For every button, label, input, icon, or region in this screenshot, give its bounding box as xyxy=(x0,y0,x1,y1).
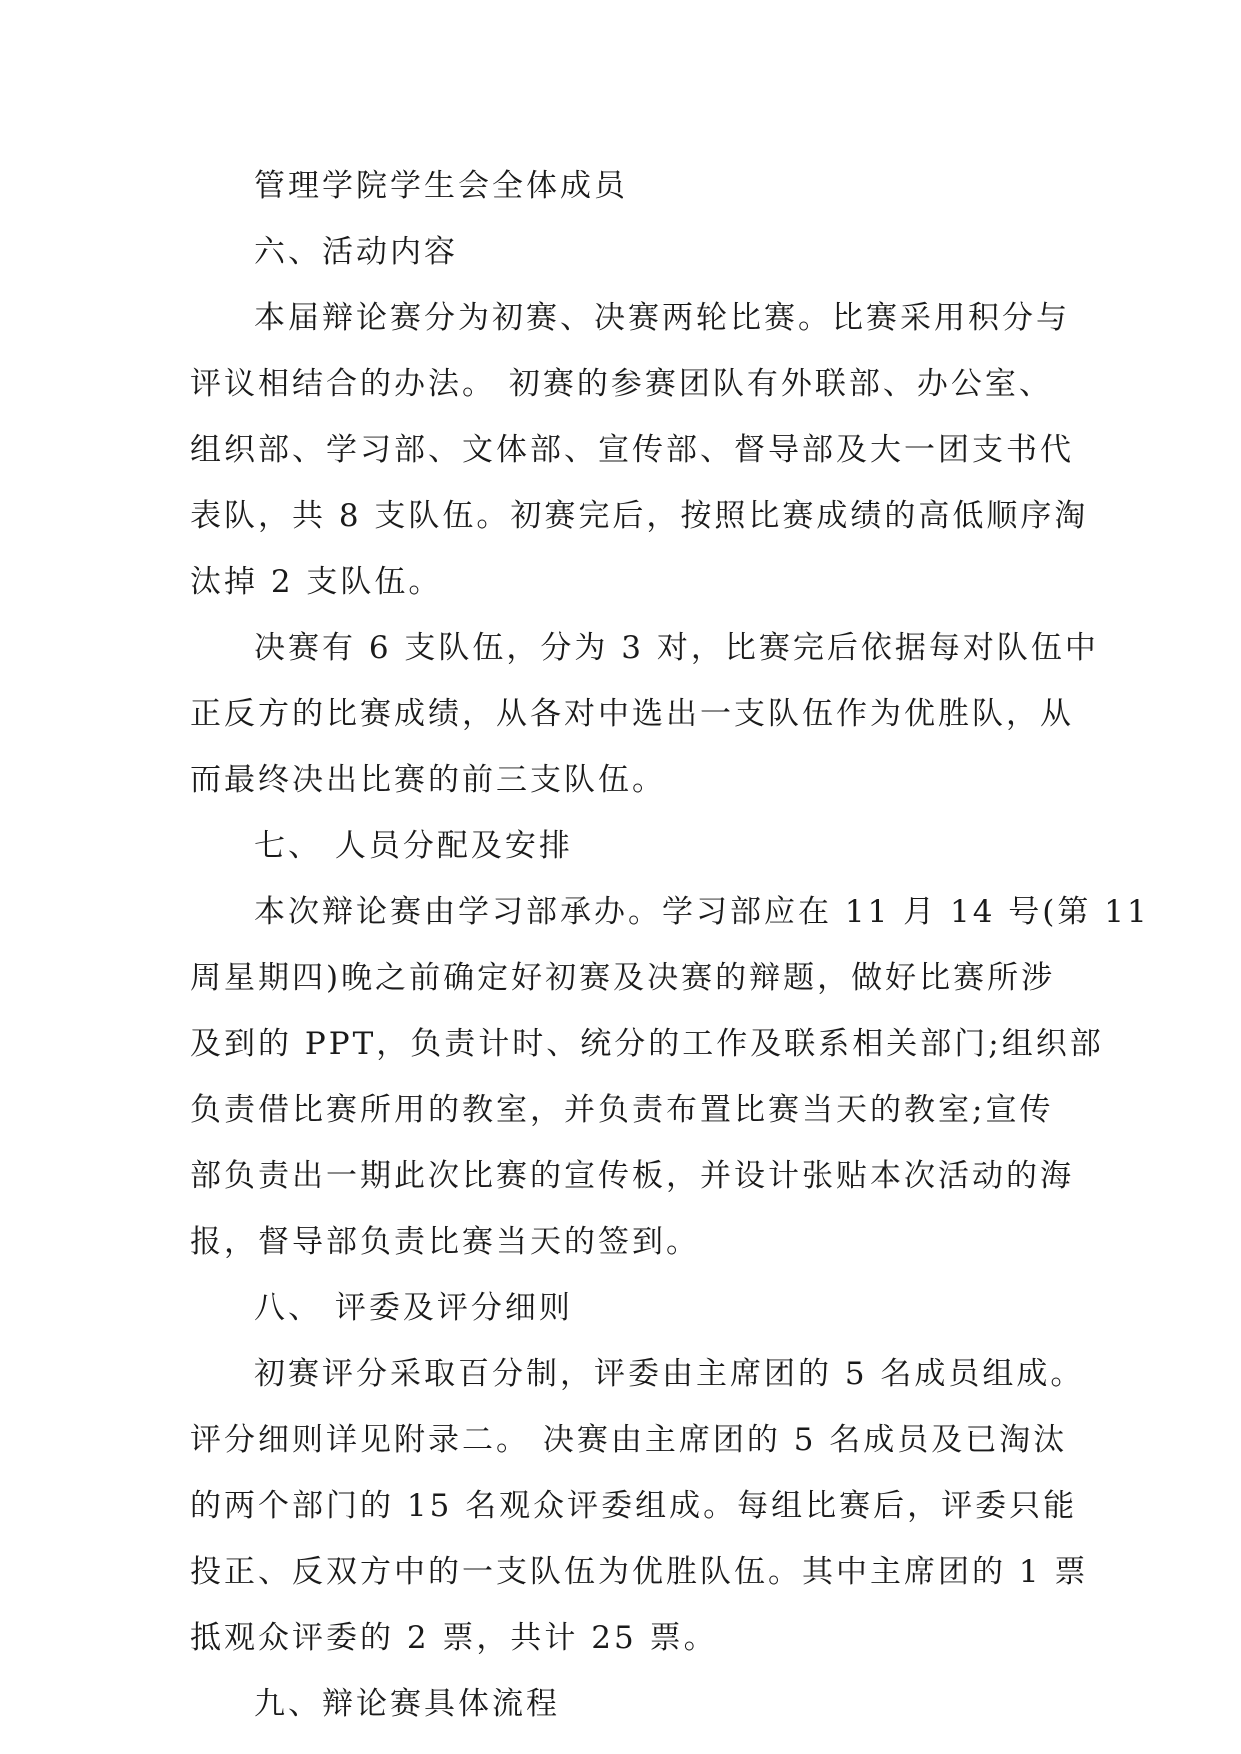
text-line: 投正、反双方中的一支队伍为优胜队伍。其中主席团的 1 票 xyxy=(190,1554,1089,1590)
text-line: 本届辩论赛分为初赛、决赛两轮比赛。比赛采用积分与 xyxy=(254,300,1070,336)
section-heading-judges: 八、 评委及评分细则 xyxy=(254,1290,573,1326)
text-line: 初赛评分采取百分制，评委由主席团的 5 名成员组成。 xyxy=(254,1356,1085,1392)
text-line: 评议相结合的办法。 初赛的参赛团队有外联部、办公室、 xyxy=(190,366,1053,402)
text-line: 而最终决出比赛的前三支队伍。 xyxy=(190,762,666,798)
section-heading-debate-process: 九、辩论赛具体流程 xyxy=(254,1686,560,1722)
text-line: 周星期四)晚之前确定好初赛及决赛的辩题，做好比赛所涉 xyxy=(190,960,1056,996)
text-line: 管理学院学生会全体成员 xyxy=(254,168,628,204)
text-line: 决赛有 6 支队伍，分为 3 对，比赛完后依据每对队伍中 xyxy=(254,630,1099,666)
text-line: 的两个部门的 15 名观众评委组成。每组比赛后，评委只能 xyxy=(190,1488,1078,1524)
text-line: 表队，共 8 支队伍。初赛完后，按照比赛成绩的高低顺序淘 xyxy=(190,498,1089,534)
text-line: 报，督导部负责比赛当天的签到。 xyxy=(190,1224,700,1260)
document-body xyxy=(190,158,1150,1732)
text-line: 负责借比赛所用的教室，并负责布置比赛当天的教室;宣传 xyxy=(190,1092,1054,1128)
text-line: 抵观众评委的 2 票，共计 25 票。 xyxy=(190,1620,718,1656)
text-line: 本次辩论赛由学习部承办。学习部应在 11 月 14 号(第 11 xyxy=(254,894,1150,930)
section-heading-activity-content: 六、活动内容 xyxy=(254,234,458,270)
text-line: 组织部、学习部、文体部、宣传部、督导部及大一团支书代 xyxy=(190,432,1074,468)
text-line: 部负责出一期此次比赛的宣传板，并设计张贴本次活动的海 xyxy=(190,1158,1074,1194)
text-line: 评分细则详见附录二。 决赛由主席团的 5 名成员及已淘汰 xyxy=(190,1422,1068,1458)
text-line: 及到的 PPT，负责计时、统分的工作及联系相关部门;组织部 xyxy=(190,1026,1104,1062)
text-line: 正反方的比赛成绩，从各对中选出一支队伍作为优胜队，从 xyxy=(190,696,1074,732)
section-heading-staffing: 七、 人员分配及安排 xyxy=(254,828,573,864)
text-line: 汰掉 2 支队伍。 xyxy=(190,564,443,600)
